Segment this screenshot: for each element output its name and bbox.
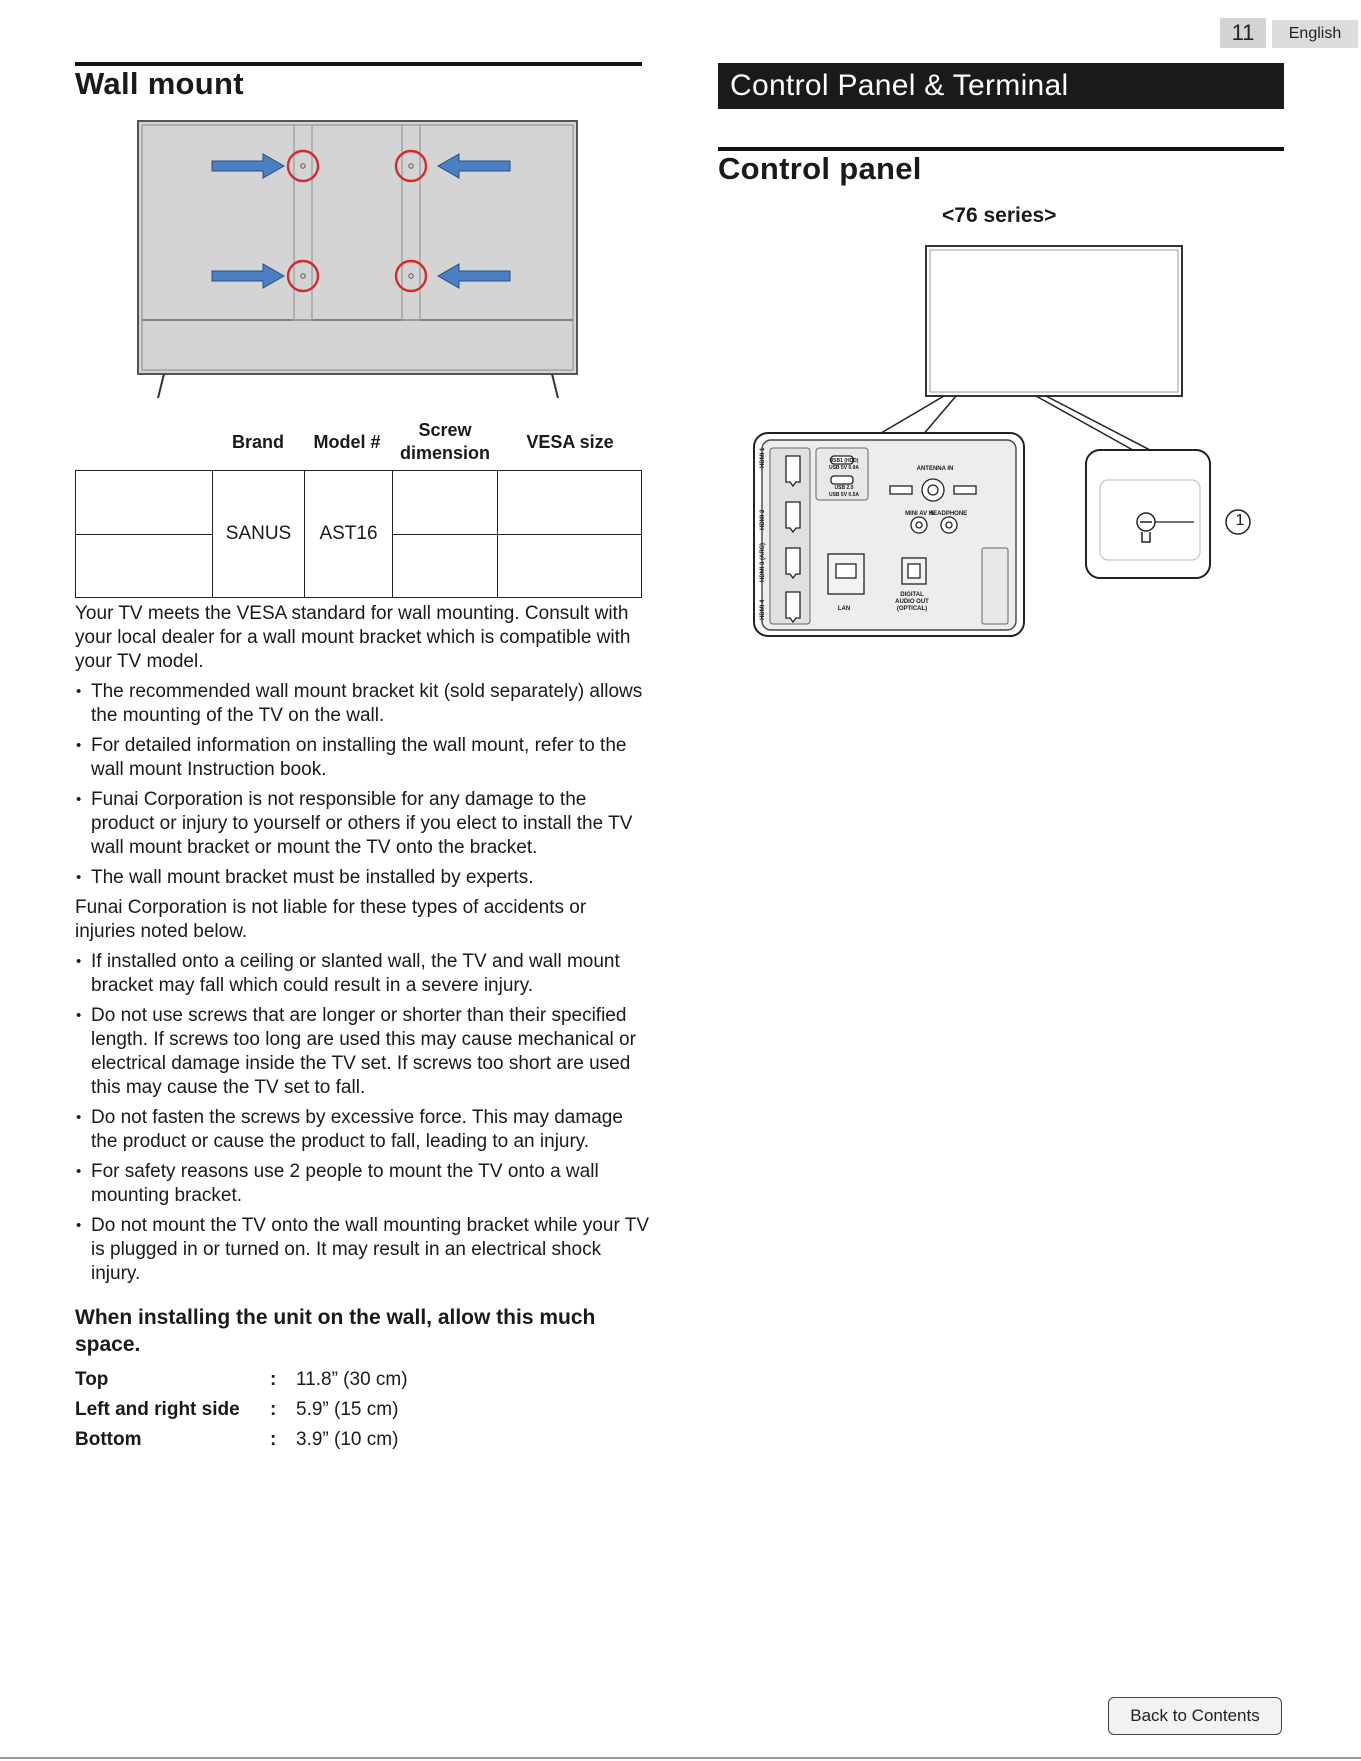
table-header-model: Model # xyxy=(313,432,381,452)
language-tag: English xyxy=(1272,20,1358,48)
list-item: • Funai Corporation is not responsible for any damage to the product or injury to yourself or others if you elect to install the TV wall mount bracket or mount the TV onto the bracket. xyxy=(75,788,650,860)
list-item: • For safety reasons use 2 people to mount the TV onto a wall mounting bracket. xyxy=(75,1160,650,1208)
terminal-label-usb1-power: USB 5V 0.9A xyxy=(828,465,859,471)
list-item: • For detailed information on installing the wall mount, refer to the wall mount Instruction book. xyxy=(75,734,650,782)
back-to-contents-button[interactable]: Back to Contents xyxy=(1108,1697,1282,1735)
table-cell-brand: SANUS xyxy=(213,471,305,598)
table-cell-model: AST16 xyxy=(305,471,393,598)
series-label: <76 series> xyxy=(942,204,1057,227)
list-item: • Do not mount the TV onto the wall mounting bracket while your TV is plugged in or turned on. It may result in an electrical shock injury. xyxy=(75,1214,650,1286)
list-item: • The wall mount bracket must be installed by experts. xyxy=(75,866,650,890)
dimension-label: Left and right side xyxy=(75,1399,240,1420)
dimension-row-sides xyxy=(75,1398,650,1428)
recommendation-list xyxy=(75,680,650,890)
table-cell xyxy=(498,534,642,598)
dimension-row-top xyxy=(75,1368,650,1398)
section-banner: Control Panel & Terminal xyxy=(718,63,1284,109)
table-header-screw-line2: dimension xyxy=(399,443,490,463)
terminal-label-mini-av: MINI AV IN xyxy=(905,511,935,517)
terminal-label-hdmi4: HDMI 4 xyxy=(760,599,766,620)
table-cell xyxy=(498,471,642,535)
space-dimensions xyxy=(75,1368,650,1458)
tv-back-illustration xyxy=(136,119,581,401)
terminal-label-audio-out: AUDIO OUT xyxy=(895,599,929,605)
dimension-label: Bottom xyxy=(75,1429,142,1450)
terminal-label-hdmi2: HDMI 2 xyxy=(760,509,766,530)
dimension-value: 11.8” (30 cm) xyxy=(296,1369,408,1390)
list-item: • Do not use screws that are longer or shorter than their specified length. If screws too long are used this may cause mechanical or electrical damage inside the TV set. If screws too short are used this may cause the TV set to fall. xyxy=(75,1004,650,1100)
list-item: • The recommended wall mount bracket kit (sold separately) allows the mounting of the TV on the wall. xyxy=(75,680,650,728)
dimension-colon: : xyxy=(270,1399,277,1420)
terminal-label-antenna: ANTENNA IN xyxy=(916,466,954,472)
list-item: • Do not fasten the screws by excessive force. This may damage the product or cause the product to fall, leading to an injury. xyxy=(75,1106,650,1154)
intro-paragraph: Your TV meets the VESA standard for wall mounting. Consult with your local dealer for a wall mount bracket which is compatible with your TV model. xyxy=(75,603,631,672)
terminal-label-usb2-power: USB 5V 0.5A xyxy=(828,492,859,498)
table-header-screw xyxy=(392,419,498,465)
list-item: • If installed onto a ceiling or slanted wall, the TV and wall mount bracket may fall which could result in a severe injury. xyxy=(75,950,650,998)
table-header-screw-line1: Screw xyxy=(418,420,472,440)
terminal-label-hdmi1: HDMI 1 xyxy=(760,447,766,468)
dimension-colon: : xyxy=(270,1429,277,1450)
table-header-brand: Brand xyxy=(231,432,284,452)
terminal-label-digital: DIGITAL xyxy=(900,592,924,598)
space-heading: When installing the unit on the wall, allow this much space. xyxy=(75,1306,596,1356)
wall-mount-spec-table xyxy=(75,470,642,598)
terminal-label-optical: (OPTICAL) xyxy=(896,606,928,612)
callout-number: 1 xyxy=(1235,512,1245,529)
table-cell xyxy=(76,534,213,598)
terminal-label-usb2: USB 2.0 xyxy=(834,485,854,491)
dimension-colon: : xyxy=(270,1369,277,1390)
wall-mount-body xyxy=(75,602,650,1458)
table-cell xyxy=(393,534,498,598)
table-header-vesa: VESA size xyxy=(526,432,614,452)
terminal-label-lan: LAN xyxy=(837,606,851,612)
dimension-label: Top xyxy=(75,1369,109,1390)
liability-paragraph: Funai Corporation is not liable for these types of accidents or injuries noted below. xyxy=(75,897,587,942)
footer-rule xyxy=(0,1757,1361,1759)
page-number: 11 xyxy=(1220,18,1266,48)
terminal-ports xyxy=(750,240,1260,646)
table-cell xyxy=(393,471,498,535)
terminal-label-usb1: USB1 (HDD) xyxy=(829,458,859,464)
dimension-value: 3.9” (10 cm) xyxy=(296,1429,399,1450)
dimension-value: 5.9” (15 cm) xyxy=(296,1399,399,1420)
warning-list xyxy=(75,950,650,1286)
table-cell xyxy=(76,471,213,535)
terminal-label-hdmi3: HDMI 3 (ARC) xyxy=(760,543,766,582)
wall-mount-title: Wall mount xyxy=(75,66,244,101)
control-panel-title: Control panel xyxy=(718,151,922,186)
terminal-label-headphone: HEADPHONE xyxy=(928,511,968,517)
dimension-row-bottom xyxy=(75,1428,650,1458)
